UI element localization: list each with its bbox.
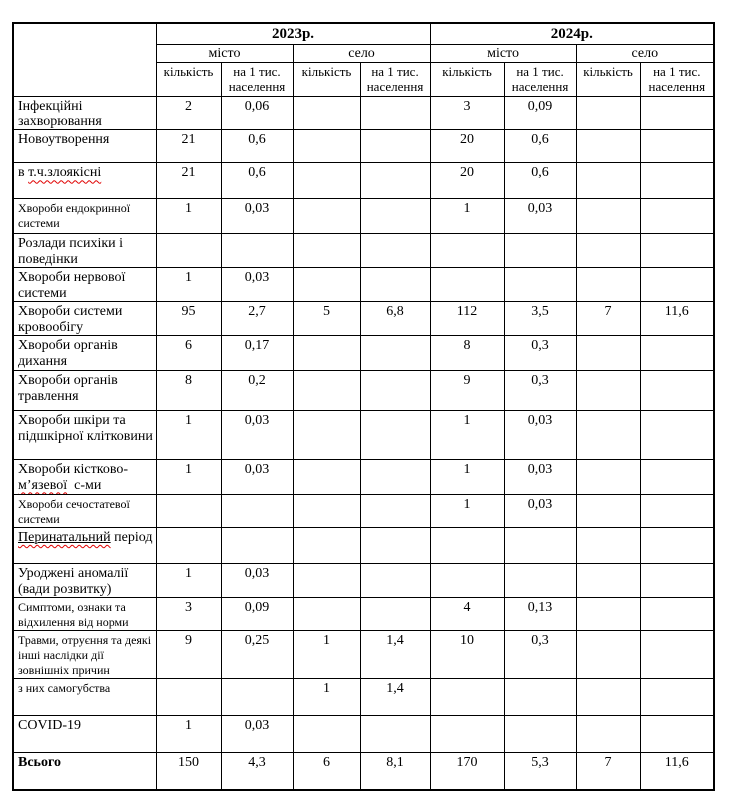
- data-cell: 112: [430, 302, 504, 336]
- data-cell: [640, 336, 714, 371]
- data-cell: 150: [156, 753, 221, 790]
- data-cell: [576, 460, 640, 495]
- data-cell: [156, 528, 221, 564]
- spellcheck-word: Перинатальний: [18, 530, 111, 546]
- data-cell: 0,3: [504, 371, 576, 411]
- data-cell: [504, 564, 576, 598]
- data-cell: 7: [576, 753, 640, 790]
- data-cell: [156, 679, 221, 716]
- data-cell: [640, 163, 714, 199]
- data-cell: 0,17: [221, 336, 293, 371]
- data-cell: 0,03: [221, 411, 293, 460]
- area-header-0-1: село: [293, 44, 430, 62]
- row-label-cell: Травми, отруєння та деякі інші наслідки дії зовнішніх причин: [13, 631, 156, 679]
- row-label-cell: Симптоми, ознаки та відхилення від норми: [13, 598, 156, 631]
- table-row: [13, 631, 714, 679]
- data-cell: 0,6: [504, 163, 576, 199]
- data-cell: 11,6: [640, 302, 714, 336]
- data-cell: [221, 495, 293, 528]
- data-cell: [576, 495, 640, 528]
- data-cell: [576, 598, 640, 631]
- data-cell: 5,3: [504, 753, 576, 790]
- data-cell: [640, 631, 714, 679]
- data-cell: 3: [430, 96, 504, 130]
- data-cell: 10: [430, 631, 504, 679]
- data-cell: [640, 716, 714, 753]
- data-cell: [360, 598, 430, 631]
- data-cell: [293, 96, 360, 130]
- data-cell: [293, 564, 360, 598]
- data-cell: 2,7: [221, 302, 293, 336]
- data-cell: 0,03: [504, 411, 576, 460]
- data-cell: [293, 598, 360, 631]
- data-cell: 0,03: [221, 199, 293, 234]
- data-cell: [221, 528, 293, 564]
- data-cell: 0,03: [221, 460, 293, 495]
- data-cell: [504, 234, 576, 268]
- area-header-0-0: місто: [156, 44, 293, 62]
- data-cell: [504, 679, 576, 716]
- row-label-cell: Хвороби кістково-м’язевої с-ми: [13, 460, 156, 495]
- document-page: [12, 22, 715, 791]
- table-row: [13, 716, 714, 753]
- data-cell: [293, 234, 360, 268]
- table-row: [13, 96, 714, 130]
- row-label-cell: Хвороби нервової системи: [13, 268, 156, 302]
- table-row: [13, 163, 714, 199]
- data-cell: [430, 679, 504, 716]
- data-cell: [576, 528, 640, 564]
- data-cell: [221, 234, 293, 268]
- data-cell: [430, 528, 504, 564]
- data-cell: 2: [156, 96, 221, 130]
- data-cell: [576, 163, 640, 199]
- data-cell: 1: [156, 411, 221, 460]
- data-cell: 0,2: [221, 371, 293, 411]
- data-cell: [293, 460, 360, 495]
- table-row: [13, 234, 714, 268]
- metric-header-1-1-1: на 1 тис. населення: [640, 62, 714, 96]
- metric-header-1-0-1: на 1 тис. населення: [504, 62, 576, 96]
- table-header: [13, 23, 714, 96]
- data-cell: [640, 528, 714, 564]
- data-cell: [576, 564, 640, 598]
- spellcheck-word: м’язевої: [18, 477, 68, 493]
- data-cell: [360, 371, 430, 411]
- table-row: [13, 130, 714, 163]
- metric-header-0-0-0: кількість: [156, 62, 221, 96]
- data-cell: 1: [430, 411, 504, 460]
- data-cell: 6,8: [360, 302, 430, 336]
- data-cell: 170: [430, 753, 504, 790]
- data-cell: [360, 564, 430, 598]
- data-cell: [576, 679, 640, 716]
- corner-cell: [13, 23, 156, 96]
- data-cell: 0,06: [221, 96, 293, 130]
- data-cell: [504, 716, 576, 753]
- table-row: [13, 371, 714, 411]
- data-cell: [576, 268, 640, 302]
- metric-header-0-1-1: на 1 тис. населення: [360, 62, 430, 96]
- table-body: [13, 96, 714, 790]
- data-cell: [576, 130, 640, 163]
- table-row: [13, 564, 714, 598]
- data-cell: [640, 268, 714, 302]
- data-cell: [360, 336, 430, 371]
- data-cell: [293, 268, 360, 302]
- data-cell: [360, 460, 430, 495]
- data-cell: 1: [430, 495, 504, 528]
- row-label-cell: Інфекційні захворювання: [13, 96, 156, 130]
- data-cell: 20: [430, 130, 504, 163]
- data-cell: [293, 130, 360, 163]
- data-cell: 11,6: [640, 753, 714, 790]
- row-label-cell: Розлади психіки і поведінки: [13, 234, 156, 268]
- data-cell: [576, 96, 640, 130]
- row-label-cell: Всього: [13, 753, 156, 790]
- data-cell: [293, 371, 360, 411]
- data-cell: [640, 371, 714, 411]
- header-row-years: [13, 23, 714, 44]
- row-label-cell: Перинатальний період: [13, 528, 156, 564]
- row-label-cell: Хвороби органів травлення: [13, 371, 156, 411]
- data-cell: [293, 528, 360, 564]
- data-cell: [640, 96, 714, 130]
- year-header-1: 2024р.: [430, 23, 714, 44]
- data-cell: [430, 716, 504, 753]
- data-cell: 4: [430, 598, 504, 631]
- data-cell: 1: [430, 460, 504, 495]
- data-cell: 0,6: [221, 163, 293, 199]
- data-cell: [360, 411, 430, 460]
- data-cell: [156, 234, 221, 268]
- area-header-1-0: місто: [430, 44, 576, 62]
- area-header-1-1: село: [576, 44, 714, 62]
- data-cell: [640, 234, 714, 268]
- data-cell: 0,6: [221, 130, 293, 163]
- data-cell: 9: [156, 631, 221, 679]
- metric-header-0-1-0: кількість: [293, 62, 360, 96]
- data-cell: [293, 336, 360, 371]
- data-cell: [360, 495, 430, 528]
- data-cell: 0,3: [504, 631, 576, 679]
- data-cell: 0,3: [504, 336, 576, 371]
- data-cell: [156, 495, 221, 528]
- data-cell: 1: [293, 679, 360, 716]
- metric-header-1-1-0: кількість: [576, 62, 640, 96]
- data-cell: 0,03: [221, 268, 293, 302]
- table-row: [13, 199, 714, 234]
- data-cell: 6: [293, 753, 360, 790]
- metric-header-0-0-1: на 1 тис. населення: [221, 62, 293, 96]
- spellcheck-word: т.ч.злоякісні: [28, 165, 102, 181]
- data-cell: [430, 268, 504, 302]
- data-cell: [360, 199, 430, 234]
- data-cell: [293, 163, 360, 199]
- table-row: [13, 460, 714, 495]
- year-header-0: 2023р.: [156, 23, 430, 44]
- row-label-cell: з них самогубства: [13, 679, 156, 716]
- data-cell: [360, 234, 430, 268]
- data-cell: 0,03: [504, 199, 576, 234]
- data-cell: [640, 460, 714, 495]
- data-cell: [293, 495, 360, 528]
- data-cell: [576, 631, 640, 679]
- data-cell: 1: [430, 199, 504, 234]
- data-cell: [576, 199, 640, 234]
- morbidity-table: [12, 22, 715, 791]
- row-label-cell: COVID-19: [13, 716, 156, 753]
- data-cell: 0,6: [504, 130, 576, 163]
- data-cell: 9: [430, 371, 504, 411]
- data-cell: [504, 268, 576, 302]
- data-cell: 4,3: [221, 753, 293, 790]
- data-cell: [293, 411, 360, 460]
- row-label-cell: Хвороби сечостатевої системи: [13, 495, 156, 528]
- data-cell: [640, 199, 714, 234]
- data-cell: 1,4: [360, 679, 430, 716]
- data-cell: 0,13: [504, 598, 576, 631]
- data-cell: 7: [576, 302, 640, 336]
- data-cell: [360, 268, 430, 302]
- data-cell: 3,5: [504, 302, 576, 336]
- data-cell: 3: [156, 598, 221, 631]
- data-cell: 0,03: [221, 564, 293, 598]
- data-cell: 8,1: [360, 753, 430, 790]
- data-cell: [221, 679, 293, 716]
- data-cell: 5: [293, 302, 360, 336]
- data-cell: 6: [156, 336, 221, 371]
- data-cell: 1: [156, 716, 221, 753]
- data-cell: 0,09: [504, 96, 576, 130]
- table-row: [13, 336, 714, 371]
- table-row: [13, 268, 714, 302]
- data-cell: 8: [430, 336, 504, 371]
- row-label-cell: Хвороби шкіри та підшкірної клітковини: [13, 411, 156, 460]
- data-cell: 0,03: [504, 460, 576, 495]
- metric-header-1-0-0: кількість: [430, 62, 504, 96]
- data-cell: 0,03: [504, 495, 576, 528]
- data-cell: [360, 96, 430, 130]
- data-cell: 95: [156, 302, 221, 336]
- data-cell: [360, 716, 430, 753]
- data-cell: [576, 411, 640, 460]
- data-cell: 1: [156, 199, 221, 234]
- data-cell: [640, 411, 714, 460]
- table-row: [13, 495, 714, 528]
- data-cell: 20: [430, 163, 504, 199]
- data-cell: 1: [156, 268, 221, 302]
- data-cell: [640, 130, 714, 163]
- data-cell: [293, 199, 360, 234]
- data-cell: [640, 564, 714, 598]
- data-cell: [576, 336, 640, 371]
- table-row: [13, 302, 714, 336]
- data-cell: [576, 371, 640, 411]
- data-cell: [504, 528, 576, 564]
- data-cell: [640, 495, 714, 528]
- data-cell: 0,09: [221, 598, 293, 631]
- data-cell: 1: [156, 564, 221, 598]
- row-label-cell: в т.ч.злоякісні: [13, 163, 156, 199]
- table-row: [13, 528, 714, 564]
- underlined-word: [18, 530, 111, 545]
- data-cell: 0,03: [221, 716, 293, 753]
- data-cell: [293, 716, 360, 753]
- row-label-cell: Уроджені аномалії (вади розвитку): [13, 564, 156, 598]
- data-cell: 1: [156, 460, 221, 495]
- data-cell: [360, 528, 430, 564]
- data-cell: 1,4: [360, 631, 430, 679]
- row-label-cell: Хвороби ендокринної системи: [13, 199, 156, 234]
- data-cell: [360, 163, 430, 199]
- data-cell: [576, 716, 640, 753]
- table-row: [13, 753, 714, 790]
- data-cell: 21: [156, 163, 221, 199]
- data-cell: [640, 679, 714, 716]
- row-label-cell: Новоутворення: [13, 130, 156, 163]
- data-cell: 21: [156, 130, 221, 163]
- table-row: [13, 679, 714, 716]
- data-cell: [576, 234, 640, 268]
- row-label-cell: Хвороби органів дихання: [13, 336, 156, 371]
- data-cell: 1: [293, 631, 360, 679]
- row-label-cell: Хвороби системи кровообігу: [13, 302, 156, 336]
- table-row: [13, 598, 714, 631]
- data-cell: 8: [156, 371, 221, 411]
- data-cell: 0,25: [221, 631, 293, 679]
- table-row: [13, 411, 714, 460]
- data-cell: [430, 234, 504, 268]
- data-cell: [430, 564, 504, 598]
- data-cell: [640, 598, 714, 631]
- data-cell: [360, 130, 430, 163]
